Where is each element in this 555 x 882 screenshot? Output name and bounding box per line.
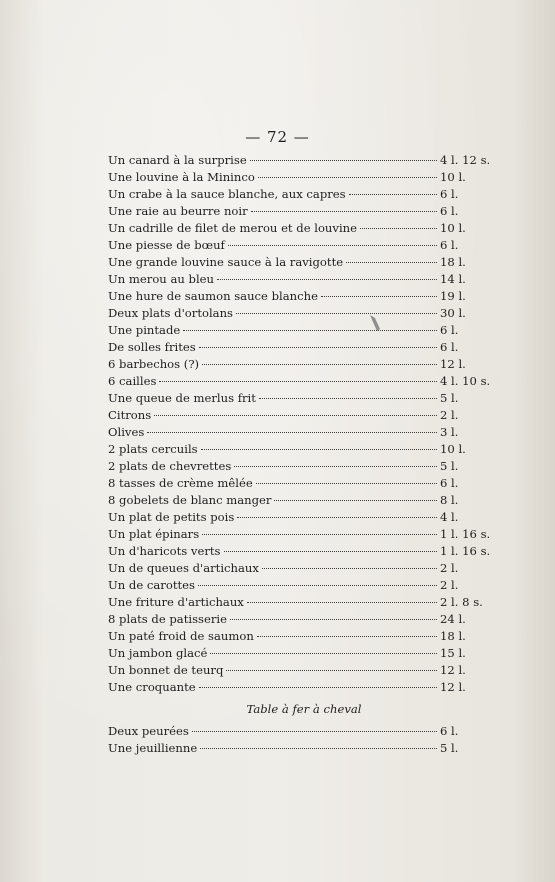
list-item: [108, 441, 480, 458]
dot-leader: [251, 211, 437, 212]
list-item: [108, 220, 480, 237]
dot-leader: [217, 279, 437, 280]
list-item: [108, 475, 480, 492]
item-price: 12 l.: [440, 663, 466, 677]
item-price: 6 l.: [440, 340, 459, 354]
dot-leader: [210, 653, 437, 654]
item-price: 14 l.: [440, 272, 466, 286]
list-item: [108, 509, 480, 526]
item-label: Une croquante: [108, 680, 196, 694]
price-list: [108, 152, 491, 757]
item-price: 18 l.: [440, 629, 466, 643]
dot-leader: [199, 687, 437, 688]
item-label: Une jeuillienne: [108, 741, 198, 755]
dot-leader: [183, 330, 437, 331]
item-label: 6 cailles: [108, 374, 157, 388]
dot-leader: [262, 568, 437, 569]
list-item: [108, 339, 480, 356]
item-label: Un canard à la surprise: [108, 153, 247, 167]
item-price: 12 l.: [440, 357, 466, 371]
list-item: [108, 169, 480, 186]
item-price: 6 l.: [440, 323, 459, 337]
dot-leader: [154, 415, 437, 416]
list-item: [108, 526, 491, 543]
dot-leader: [256, 483, 437, 484]
dot-leader: [228, 245, 437, 246]
item-price: 5 l.: [440, 459, 459, 473]
dot-leader: [349, 194, 437, 195]
section-title: Table à fer à cheval: [246, 702, 362, 716]
dot-leader: [257, 636, 437, 637]
list-item: [108, 186, 480, 203]
item-price: 24 l.: [440, 612, 466, 626]
list-item: [108, 611, 480, 628]
dot-leader: [258, 177, 437, 178]
dot-leader: [274, 500, 437, 501]
item-price: 18 l.: [440, 255, 466, 269]
item-label: Un plat épinars: [108, 527, 200, 541]
dot-leader: [202, 534, 437, 535]
item-label: 8 plats de patisserie: [108, 612, 227, 626]
dot-leader: [250, 160, 437, 161]
item-label: Une grande louvine sauce à la ravigotte: [108, 255, 344, 269]
item-price: 6 l.: [440, 476, 459, 490]
list-item: [108, 645, 480, 662]
item-label: Un bonnet de teurq: [108, 663, 224, 677]
list-item: [108, 594, 483, 611]
item-label: Un plat de petits pois: [108, 510, 235, 524]
item-label: Deux peurées: [108, 724, 189, 738]
list-item: [108, 628, 480, 645]
item-price: 1 l. 16 s.: [440, 544, 491, 558]
list-item: [108, 254, 480, 271]
item-label: 8 tasses de crème mêlée: [108, 476, 253, 490]
dot-leader: [192, 731, 437, 732]
item-price: 30 l.: [440, 306, 466, 320]
item-label: Une friture d'artichaux: [108, 595, 244, 609]
item-price: 2 l. 8 s.: [440, 595, 483, 609]
dot-leader: [198, 585, 437, 586]
dot-leader: [321, 296, 437, 297]
list-item: [108, 373, 491, 390]
item-label: Un paté froid de saumon: [108, 629, 254, 643]
item-label: Olives: [108, 425, 145, 439]
dot-leader: [202, 364, 437, 365]
item-price: 5 l.: [440, 741, 459, 755]
dot-leader: [230, 619, 437, 620]
item-price: 19 l.: [440, 289, 466, 303]
item-label: Un de carottes: [108, 578, 195, 592]
item-label: 6 barbechos (?): [108, 357, 200, 371]
dot-leader: [159, 381, 437, 382]
item-price: 2 l.: [440, 578, 459, 592]
item-price: 15 l.: [440, 646, 466, 660]
item-price: 6 l.: [440, 187, 459, 201]
item-label: Deux plats d'ortolans: [108, 306, 233, 320]
item-label: Une hure de saumon sauce blanche: [108, 289, 318, 303]
dot-leader: [224, 551, 438, 552]
dot-leader: [226, 670, 437, 671]
item-price: 2 l.: [440, 408, 459, 422]
list-item: [108, 305, 480, 322]
list-item: [108, 288, 480, 305]
dot-leader: [259, 398, 437, 399]
item-label: Un d'haricots verts: [108, 544, 221, 558]
dot-leader: [234, 466, 437, 467]
item-price: 12 l.: [440, 680, 466, 694]
item-price: 10 l.: [440, 170, 466, 184]
list-item: [108, 740, 480, 757]
item-label: Un cadrille de filet de merou et de louvine: [108, 221, 357, 235]
list-item: [108, 322, 480, 339]
dot-leader: [201, 449, 437, 450]
dot-leader: [346, 262, 437, 263]
item-price: 6 l.: [440, 724, 459, 738]
list-item: [108, 424, 480, 441]
list-item: [108, 662, 480, 679]
item-label: Une piesse de bœuf: [108, 238, 225, 252]
main-entries: [108, 152, 491, 696]
item-label: Citrons: [108, 408, 152, 422]
list-item: [108, 492, 480, 509]
item-price: 4 l. 12 s.: [440, 153, 491, 167]
item-label: Une raie au beurre noir: [108, 204, 248, 218]
list-item: [108, 356, 480, 373]
item-label: Un jambon glacé: [108, 646, 208, 660]
item-price: 2 l.: [440, 561, 459, 575]
list-item: [108, 407, 480, 424]
item-price: 10 l.: [440, 221, 466, 235]
list-item: [108, 271, 480, 288]
list-item: [108, 723, 480, 740]
item-label: 2 plats de chevrettes: [108, 459, 232, 473]
item-label: Un de queues d'artichaux: [108, 561, 259, 575]
item-label: 2 plats cercuils: [108, 442, 198, 456]
section-entries: [108, 723, 480, 757]
list-item: [108, 679, 480, 696]
item-price: 4 l.: [440, 510, 459, 524]
dot-leader: [236, 313, 437, 314]
item-label: Une pintade: [108, 323, 181, 337]
item-price: 1 l. 16 s.: [440, 527, 491, 541]
dot-leader: [360, 228, 437, 229]
page-number: — 72 —: [245, 128, 310, 146]
list-item: [108, 237, 480, 254]
item-price: 8 l.: [440, 493, 459, 507]
list-item: [108, 577, 480, 594]
item-price: 6 l.: [440, 204, 459, 218]
list-item: [108, 560, 480, 577]
item-price: 6 l.: [440, 238, 459, 252]
item-price: 3 l.: [440, 425, 459, 439]
dot-leader: [247, 602, 437, 603]
list-item: [108, 390, 480, 407]
item-label: Une queue de merlus frit: [108, 391, 256, 405]
item-label: Un crabe à la sauce blanche, aux capres: [108, 187, 346, 201]
dot-leader: [199, 347, 437, 348]
item-price: 10 l.: [440, 442, 466, 456]
list-item: [108, 543, 491, 560]
item-price: 5 l.: [440, 391, 459, 405]
item-label: De solles frites: [108, 340, 196, 354]
list-item: [108, 203, 480, 220]
item-price: 4 l. 10 s.: [440, 374, 491, 388]
item-label: Un merou au bleu: [108, 272, 214, 286]
list-item: [108, 152, 491, 169]
list-item: [108, 458, 480, 475]
item-label: 8 gobelets de blanc manger: [108, 493, 272, 507]
dot-leader: [147, 432, 437, 433]
dot-leader: [200, 748, 437, 749]
dot-leader: [237, 517, 437, 518]
item-label: Une louvine à la Mininco: [108, 170, 255, 184]
